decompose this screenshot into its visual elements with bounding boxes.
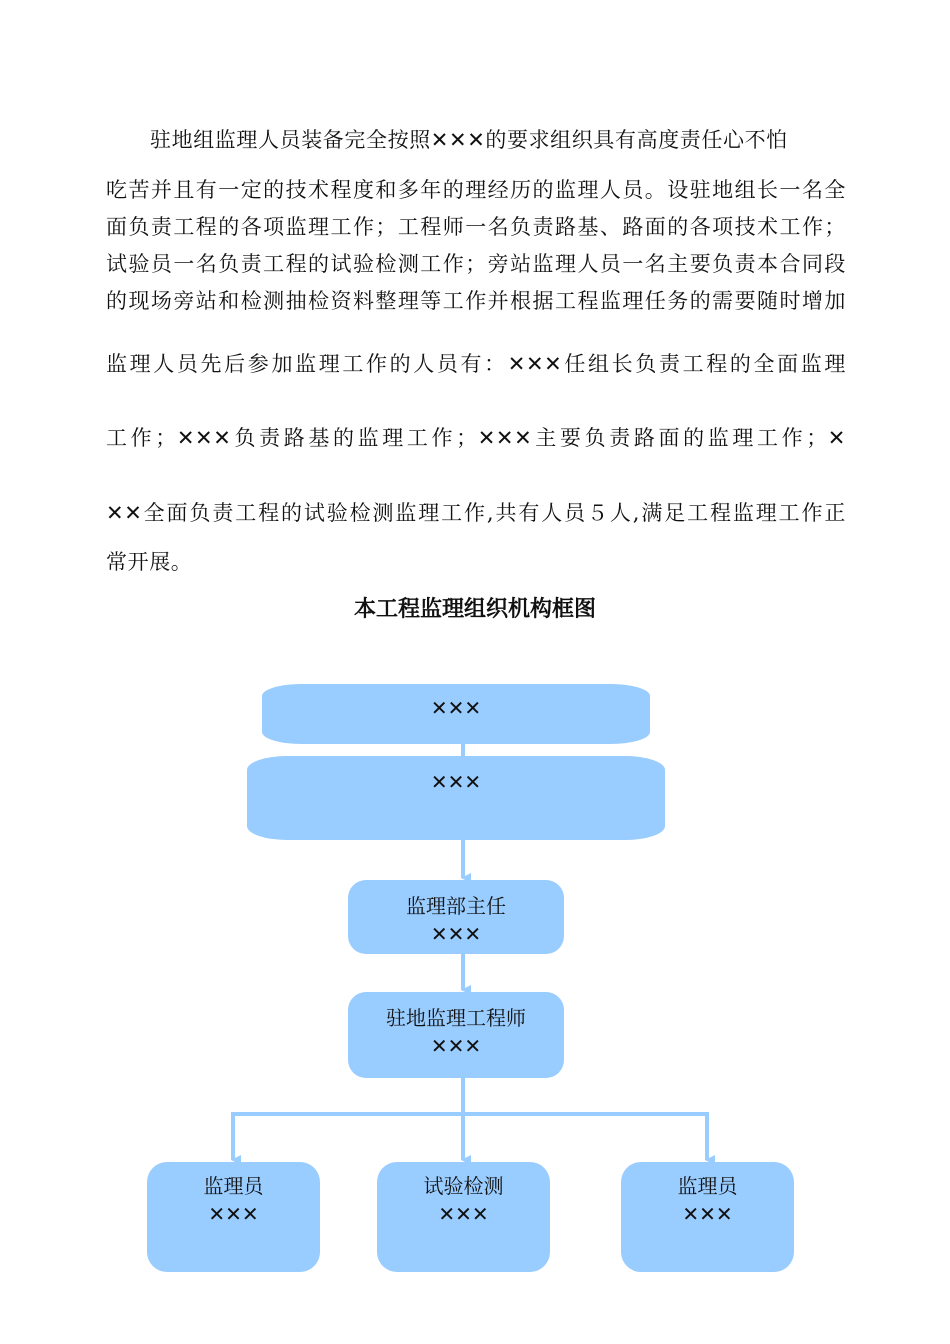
org-box-engineer-role: 驻地监理工程师 [386,1006,526,1030]
paragraph-line-1: 驻地组监理人员装备完全按照✕✕✕的要求组织具有高度责任心不怕 [150,128,788,152]
paragraph-line-2: 吃苦并且有一定的技术程度和多年的理经历的监理人员。设驻地组长一名全 [106,178,846,202]
org-box-top-1-name: ✕✕✕ [430,696,482,720]
org-box-staff-3-name: ✕✕✕ [682,1202,733,1226]
org-box-director-role: 监理部主任 [406,894,506,918]
org-box-staff-1-role: 监理员 [203,1174,264,1198]
org-box-staff-1-name: ✕✕✕ [208,1202,259,1226]
paragraph-line-7: 工作；✕✕✕负责路基的监理工作；✕✕✕主要负责路面的监理工作；✕ [106,426,846,450]
paragraph-line-4: 试验员一名负责工程的试验检测工作；旁站监理人员一名主要负责本合同段 [106,252,846,276]
paragraph-line-3: 面负责工程的各项监理工作；工程师一名负责路基、路面的各项技术工作； [106,215,846,239]
org-box-staff-2-role: 试验检测 [423,1174,504,1198]
org-box-engineer-name: ✕✕✕ [430,1034,482,1058]
paragraph-line-9: 常开展。 [106,550,193,574]
org-box-top-2-name: ✕✕✕ [430,770,482,794]
paragraph-line-6: 监理人员先后参加监理工作的人员有：✕✕✕任组长负责工程的全面监理 [106,352,846,376]
org-box-director-name: ✕✕✕ [430,922,482,946]
org-box-staff-3 [621,1162,794,1272]
org-box-staff-1 [147,1162,320,1272]
org-box-engineer [348,992,564,1078]
org-box-top-2 [247,756,665,840]
paragraph-line-8: ✕✕全面负责工程的试验检测监理工作,共有人员５人,满足工程监理工作正 [106,501,846,525]
org-box-staff-2 [377,1162,550,1272]
org-box-staff-3-role: 监理员 [677,1174,738,1198]
org-box-top-1 [262,684,650,744]
paragraph-line-5: 的现场旁站和检测抽检资料整理等工作并根据工程监理任务的需要随时增加 [106,289,846,313]
org-box-director [348,880,564,954]
org-chart-title: 本工程监理组织机构框图 [353,597,596,622]
org-box-staff-2-name: ✕✕✕ [438,1202,489,1226]
